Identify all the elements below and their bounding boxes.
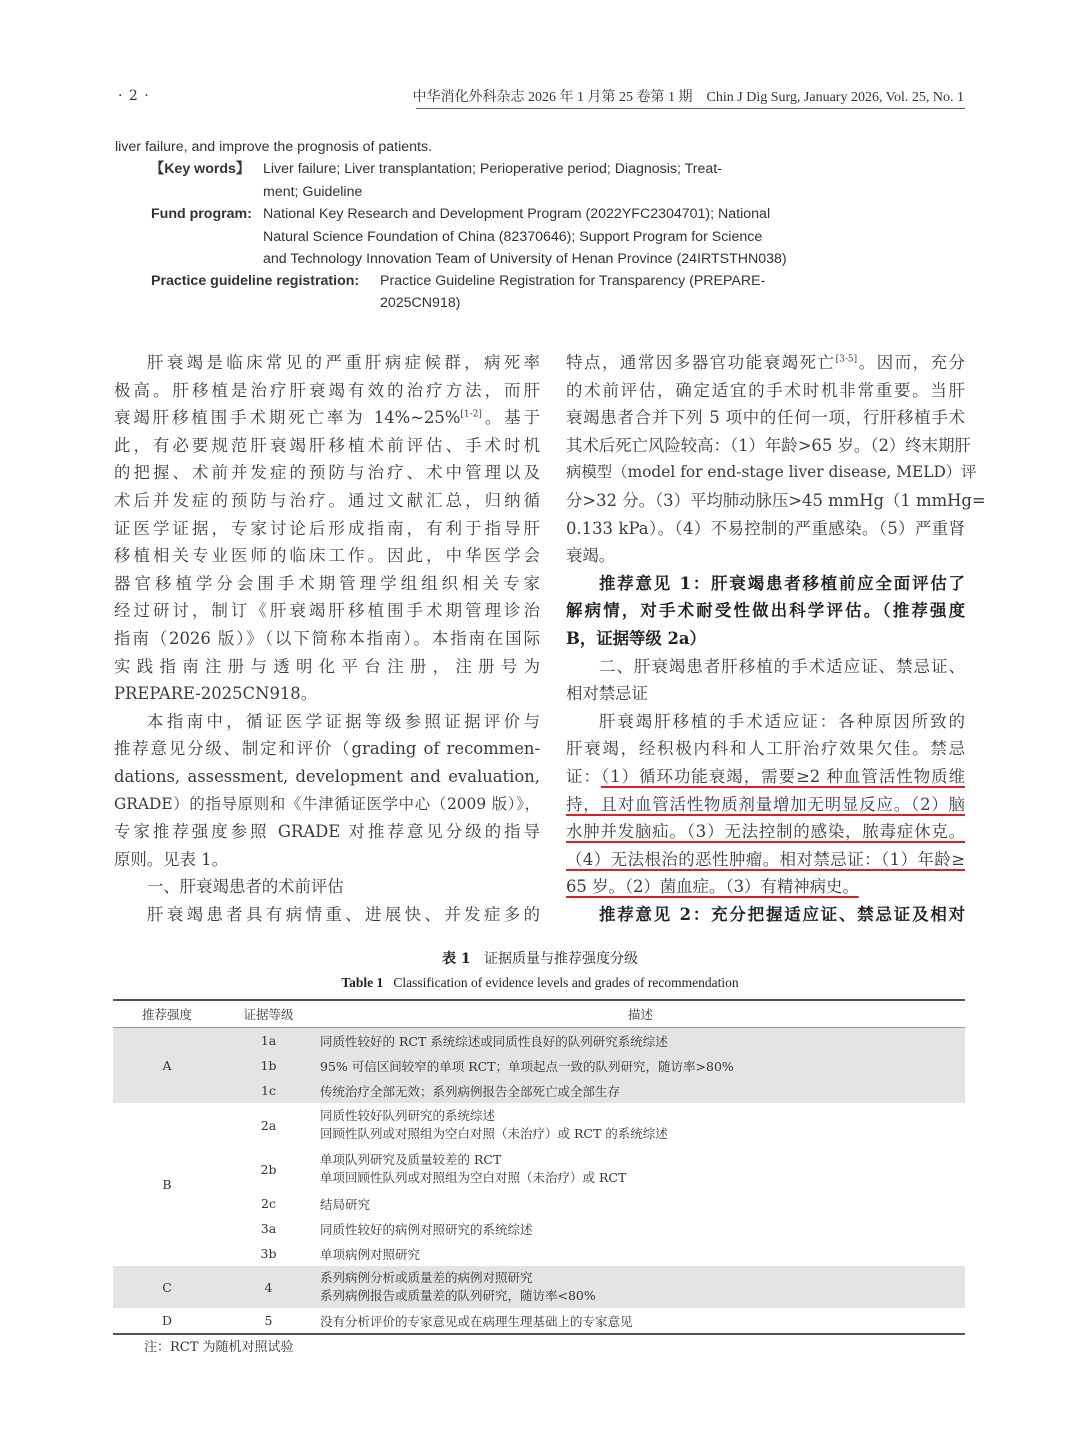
table-row xyxy=(113,1191,965,1216)
registration-line-2: 2025CN918) xyxy=(380,295,461,311)
keywords-line-2: ment; Guideline xyxy=(263,184,363,200)
highlighted-text: （4）无法根治的恶性肿瘤。相对禁忌证：（1）年龄≥ xyxy=(566,849,965,869)
level-cell: 2c xyxy=(261,1196,276,1211)
column-header: 证据等级 xyxy=(221,1000,316,1028)
desc-cell: 同质性较好的病例对照研究的系统综述 xyxy=(320,1221,533,1237)
highlighted-text: 水肿并发脑疝。（3）无法控制的感染，脓毒症休克。 xyxy=(566,822,965,842)
citation: [1-2] xyxy=(460,409,482,420)
evidence-table xyxy=(113,999,965,1335)
recommendation-2: 推荐意见 2：充分把握适应证、禁忌证及相对 xyxy=(599,904,965,924)
desc-line: 系列病例分析或质量差的病例对照研究 xyxy=(320,1270,533,1285)
body-line: 移植相关专业医师的临床工作。因此，中华医学会 xyxy=(114,546,540,566)
running-header: 中华消化外科杂志 2026 年 1 月第 25 卷第 1 期 Chin J Dig Surg, January 2026, Vol. 25, No. 1 xyxy=(412,90,964,105)
body-text: 特点，通常因多器官功能衰竭死亡 xyxy=(566,353,836,372)
body-line: 病模型（model for end-stage liver disease, MELD）评 xyxy=(566,463,977,482)
table-row xyxy=(113,1216,965,1241)
table-caption-en: Classification of evidence levels and grades of recommendation xyxy=(393,975,739,990)
recommendation-1: B，证据等级 2a） xyxy=(566,628,706,648)
body-line: 的术前评估，确定适宜的手术时机非常重要。当肝 xyxy=(566,380,965,400)
desc-cell: 同质性较好的 RCT 系统综述或同质性良好的队列研究系统综述 xyxy=(316,1028,965,1054)
body-line: 分>32 分。（3）平均肺动脉压>45 mmHg（1 mmHg= xyxy=(566,490,986,510)
registration-line-1: Practice Guideline Registration for Transparency (PREPARE- xyxy=(380,273,766,289)
body-line: 衰竭。 xyxy=(566,546,616,566)
highlighted-text: 持，且对血管活性物质剂量增加无明显反应。（2）脑 xyxy=(566,794,965,814)
body-line: 肝衰竭是临床常见的严重肝病症候群，病死率 xyxy=(147,353,540,372)
level-cell: 4 xyxy=(221,1266,316,1308)
column-header: 描述 xyxy=(316,1000,965,1028)
table-label-en: Table 1 xyxy=(341,975,384,990)
body-text: 衰竭肝移植围手术期死亡率为 14%~25% xyxy=(114,408,461,428)
body-line: 专家推荐强度参照 GRADE 对推荐意见分级的指导 xyxy=(114,822,540,842)
body-line: PREPARE-2025CN918。 xyxy=(114,684,318,704)
registration-label: Practice guideline registration: xyxy=(151,273,360,289)
level-cell: 2b xyxy=(260,1161,277,1177)
right-column xyxy=(566,349,986,928)
body-line: 肝衰竭肝移植的手术适应证：各种原因所致的 xyxy=(599,711,965,731)
table-row xyxy=(113,1053,965,1078)
table-row xyxy=(113,1147,965,1191)
desc-cell: 单项病例对照研究 xyxy=(320,1246,421,1262)
body-line: 指南（2026 版）》（以下简称本指南）。本指南在国际 xyxy=(114,628,540,648)
column-header: 推荐强度 xyxy=(113,1000,221,1028)
fund-line-1: National Key Research and Development Program (2022YFC2304701); National xyxy=(263,206,771,222)
grade-cell: D xyxy=(113,1308,221,1334)
desc-cell xyxy=(316,1103,965,1147)
table-label-cn: 表 1 xyxy=(442,951,471,967)
left-column xyxy=(114,349,540,928)
body-line: 肝衰竭患者具有病情重、进展快、并发症多的 xyxy=(147,904,540,924)
body-line: 证医学证据，专家讨论后形成指南，有利于指导肝 xyxy=(114,518,540,538)
body-line xyxy=(566,349,965,377)
table-title-en xyxy=(0,975,1080,991)
body-text: 。因而，充分 xyxy=(857,353,966,372)
level-cell: 3a xyxy=(260,1221,277,1236)
body-line: 器官移植学分会围手术期管理学组组织相关专家 xyxy=(114,573,540,593)
level-cell: 2a xyxy=(260,1117,277,1133)
body-line: GRADE）的指导原则和《牛津循证医学中心（2009 版）》， xyxy=(114,794,540,813)
recommendation-1: 解病情，对手术耐受性做出科学评估。（推荐强度 xyxy=(566,601,965,621)
desc-cell xyxy=(316,1266,965,1308)
table-caption-cn: 证据质量与推荐强度分级 xyxy=(483,951,638,967)
body-line: 经过研讨，制订《肝衰竭肝移植围手术期管理诊治 xyxy=(114,601,540,621)
level-cell: 1a xyxy=(221,1028,316,1054)
table-row xyxy=(113,1103,965,1147)
body-line xyxy=(566,873,965,901)
keywords-label: 【Key words】 xyxy=(150,161,251,177)
body-line: 此，有必要规范肝衰竭肝移植术前评估、手术时机 xyxy=(114,435,540,455)
level-cell: 5 xyxy=(221,1308,316,1334)
keywords-line-1: Liver failure; Liver transplantation; Perioperative period; Diagnosis; Treat- xyxy=(263,161,722,177)
table-row xyxy=(113,1028,965,1054)
body-line: 的把握、术前并发症的预防与治疗、术中管理以及 xyxy=(114,463,540,483)
grade-cell: C xyxy=(113,1266,221,1308)
body-line: 实践指南注册与透明化平台注册，注册号为 xyxy=(114,656,540,676)
body-line: 原则。见表 1。 xyxy=(114,849,228,869)
level-cell: 1b xyxy=(221,1053,316,1078)
abstract-last-line: liver failure, and improve the prognosis of patients. xyxy=(115,139,433,155)
header-rule xyxy=(416,108,965,109)
fund-line-2: Natural Science Foundation of China (82370646); Support Program for Science xyxy=(263,229,763,245)
citation: [3-5] xyxy=(835,354,858,365)
body-line: dations, assessment, development and evaluation, xyxy=(114,766,540,786)
grade-cell: B xyxy=(162,1177,172,1192)
table-row xyxy=(113,1078,965,1103)
body-line: 肝衰竭，经积极内科和人工肝治疗效果欠佳。禁忌 xyxy=(566,739,965,759)
section-heading: 二、肝衰竭患者肝移植的手术适应证、禁忌证、 xyxy=(599,656,965,676)
desc-line: 回顾性队列或对照组为空白对照（未治疗）或 RCT 的系统综述 xyxy=(320,1126,668,1141)
highlighted-text: 65 岁。（2）菌血症。（3）有精神病史。 xyxy=(566,877,859,897)
table-title-cn xyxy=(0,948,1080,968)
body-line: 本指南中，循证医学证据等级参照证据评价与 xyxy=(147,711,540,731)
body-line: 极高。肝移植是治疗肝衰竭有效的治疗方法，而肝 xyxy=(114,380,540,400)
table-row xyxy=(113,1241,965,1266)
desc-cell: 没有分析评价的专家意见或在病理生理基础上的专家意见 xyxy=(316,1308,965,1334)
body-line: 其术后死亡风险较高：（1）年龄>65 岁。（2）终末期肝 xyxy=(566,435,971,455)
fund-label: Fund program: xyxy=(151,206,252,222)
body-line: 术后并发症的预防与治疗。通过文献汇总，归纳循 xyxy=(114,490,540,510)
body-line: 0.133 kPa）。（4）不易控制的严重感染。（5）严重肾 xyxy=(566,518,965,538)
table-row xyxy=(113,1266,965,1308)
desc-cell: 结局研究 xyxy=(320,1196,371,1212)
level-cell: 3b xyxy=(260,1246,277,1261)
level-cell: 1c xyxy=(221,1078,316,1103)
body-line: 推荐意见分级、制定和评价（grading of recommen- xyxy=(114,739,540,759)
body-text: 证： xyxy=(566,766,601,786)
table-row xyxy=(113,1308,965,1334)
grade-cell: A xyxy=(113,1028,221,1104)
body-line xyxy=(566,763,965,791)
section-heading: 一、肝衰竭患者的术前评估 xyxy=(147,877,344,897)
desc-line: 单项回顾性队列或对照组为空白对照（未治疗）或 RCT xyxy=(320,1170,627,1185)
desc-line: 单项队列研究及质量较差的 RCT xyxy=(320,1152,502,1167)
desc-cell: 95% 可信区间较窄的单项 RCT；单项起点一致的队列研究，随访率>80% xyxy=(316,1053,965,1078)
body-text: 。基于 xyxy=(481,408,541,428)
table-note: 注：RCT 为随机对照试验 xyxy=(144,1340,294,1355)
page-number: · 2 · xyxy=(118,88,150,104)
body-line xyxy=(114,404,540,432)
fund-line-3: and Technology Innovation Team of University of Henan Province (24IRTSTHN038) xyxy=(263,251,787,267)
desc-line: 系列病例报告或质量差的队列研究，随访率<80% xyxy=(320,1288,596,1303)
body-line: 衰竭患者合并下列 5 项中的任何一项，行肝移植手术 xyxy=(566,408,965,428)
desc-cell xyxy=(316,1147,965,1191)
highlighted-text: （1）循环功能衰竭，需要≥2 种血管活性物质维 xyxy=(600,766,965,786)
desc-cell: 传统治疗全部无效；系列病例报告全部死亡或全部生存 xyxy=(316,1078,965,1103)
recommendation-1: 推荐意见 1：肝衰竭患者移植前应全面评估了 xyxy=(599,573,965,593)
desc-line: 同质性较好队列研究的系统综述 xyxy=(320,1108,496,1123)
section-heading: 相对禁忌证 xyxy=(566,684,648,704)
